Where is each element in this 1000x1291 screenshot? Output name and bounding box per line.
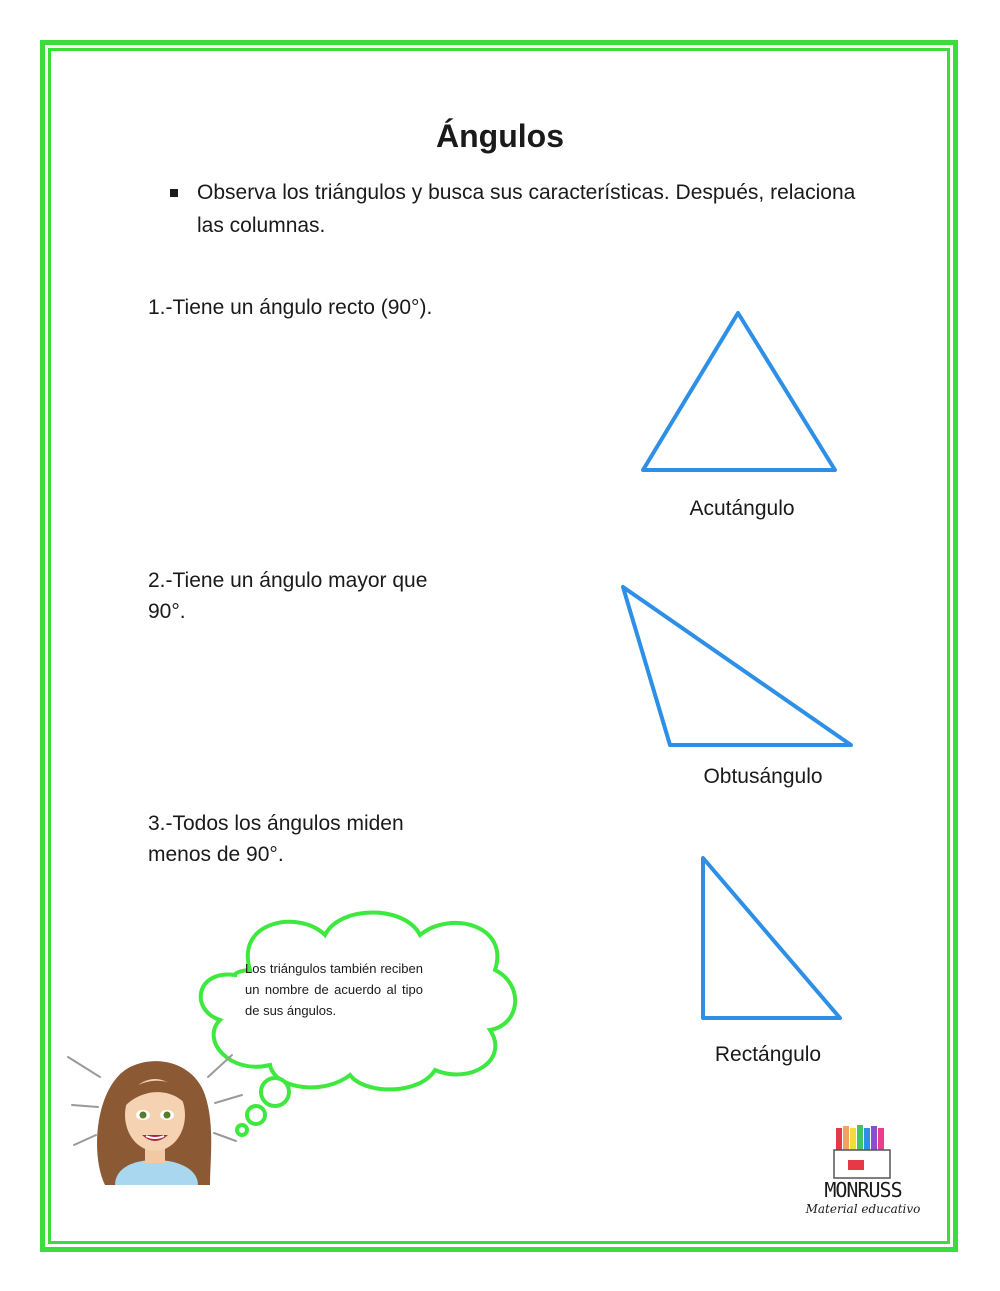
statement-2[interactable]: 2.-Tiene un ángulo mayor que 90°.	[148, 569, 428, 623]
logo-tagline: Material educativo	[805, 1202, 921, 1216]
statement-1[interactable]: 1.-Tiene un ángulo recto (90°).	[148, 296, 433, 319]
right-triangle-label[interactable]: Rectángulo	[714, 1043, 822, 1066]
acute-triangle-label[interactable]: Acutángulo	[689, 497, 795, 520]
page-title: Ángulos	[436, 118, 564, 154]
teacher-avatar-icon	[60, 1045, 250, 1185]
logo-name: MONRUSS	[824, 1178, 902, 1202]
instruction-text: Observa los triángulos y busca sus características. Después, relaciona las columnas.	[197, 181, 856, 237]
square-bullet-icon	[170, 189, 178, 197]
right-triangle-icon	[700, 855, 845, 1023]
statement-3[interactable]: 3.-Todos los ángulos miden menos de 90°.	[148, 812, 404, 866]
acute-triangle-icon	[640, 310, 840, 475]
thought-cloud-text: Los triángulos también reciben un nombre de acuerdo al tipo de sus ángulos.	[245, 961, 423, 1018]
obtuse-triangle-label[interactable]: Obtusángulo	[703, 765, 823, 788]
obtuse-triangle-icon	[620, 584, 855, 749]
